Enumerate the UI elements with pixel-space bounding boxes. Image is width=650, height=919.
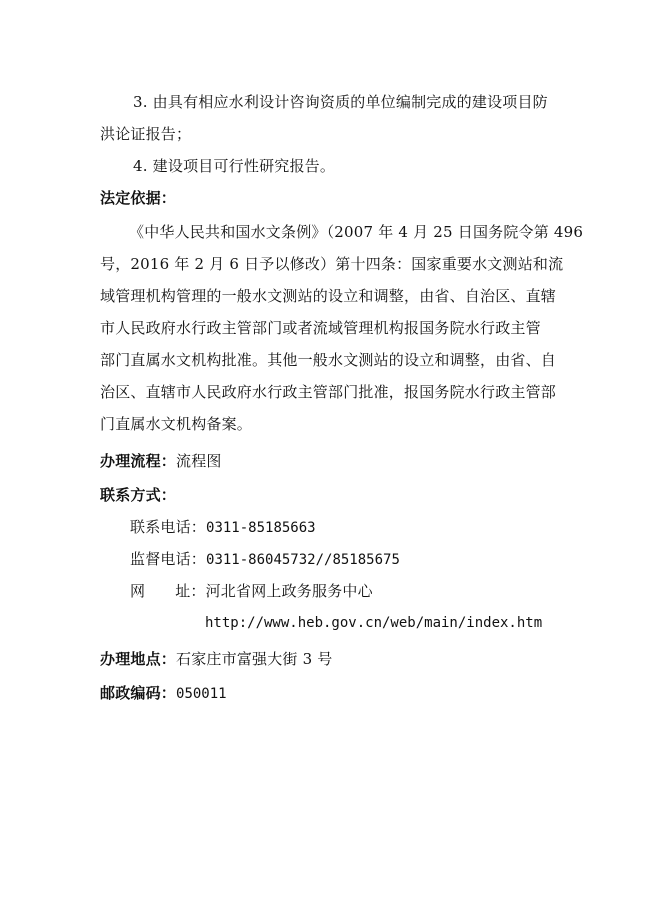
- material-item-3-line-1: 3. 由具有相应水利设计咨询资质的单位编制完成的建设项目防: [133, 93, 548, 111]
- material-item-3-line-2: 洪论证报告；: [100, 125, 192, 143]
- legal-basis-line: 《中华人民共和国水文条例》（2007 年 4 月 25 日国务院令第 496: [129, 223, 584, 241]
- location-row: [100, 649, 333, 669]
- phone-label: 联系电话：: [130, 518, 207, 536]
- legal-basis-line: 市人民政府水行政主管部门或者流域管理机构报国务院水行政主管: [100, 319, 541, 337]
- material-item-4: 4. 建设项目可行性研究报告。: [133, 157, 336, 175]
- legal-basis-line: 治区、直辖市人民政府水行政主管部门批准，报国务院水行政主管部: [100, 383, 557, 401]
- process-row: [100, 451, 222, 471]
- contact-heading: 联系方式：: [100, 486, 177, 504]
- website-label-char-1: 网: [130, 582, 146, 600]
- legal-basis-line: 门直属水文机构备案。: [100, 415, 253, 433]
- process-heading: 办理流程：: [100, 452, 177, 470]
- website-row: [130, 581, 373, 601]
- postal-heading: 邮政编码：: [100, 684, 177, 702]
- legal-basis-line: 域管理机构管理的一般水文测站的设立和调整，由省、自治区、直辖: [100, 287, 557, 305]
- website-label-char-2: 址：: [175, 582, 206, 600]
- postal-value: 050011: [176, 686, 227, 702]
- legal-basis-line: 号，2016 年 2 月 6 日予以修改）第十四条：国家重要水文测站和流: [100, 255, 564, 273]
- phone-row: [130, 517, 316, 538]
- website-name: 河北省网上政务服务中心: [205, 582, 373, 600]
- supervise-phone-row: [130, 549, 400, 570]
- phone-value: 0311-85185663: [206, 520, 316, 536]
- location-value: 石家庄市富强大街 3 号: [176, 650, 333, 668]
- supervise-phone-value: 0311-86045732//85185675: [206, 552, 400, 568]
- legal-basis-heading: 法定依据：: [100, 189, 177, 207]
- supervise-phone-label: 监督电话：: [130, 550, 207, 568]
- website-url-link[interactable]: http://www.heb.gov.cn/web/main/index.htm: [205, 615, 543, 631]
- postal-row: [100, 683, 227, 704]
- process-flowchart-link[interactable]: 流程图: [176, 452, 222, 470]
- location-heading: 办理地点：: [100, 650, 177, 668]
- legal-basis-line: 部门直属水文机构批准。其他一般水文测站的设立和调整，由省、自: [100, 351, 557, 369]
